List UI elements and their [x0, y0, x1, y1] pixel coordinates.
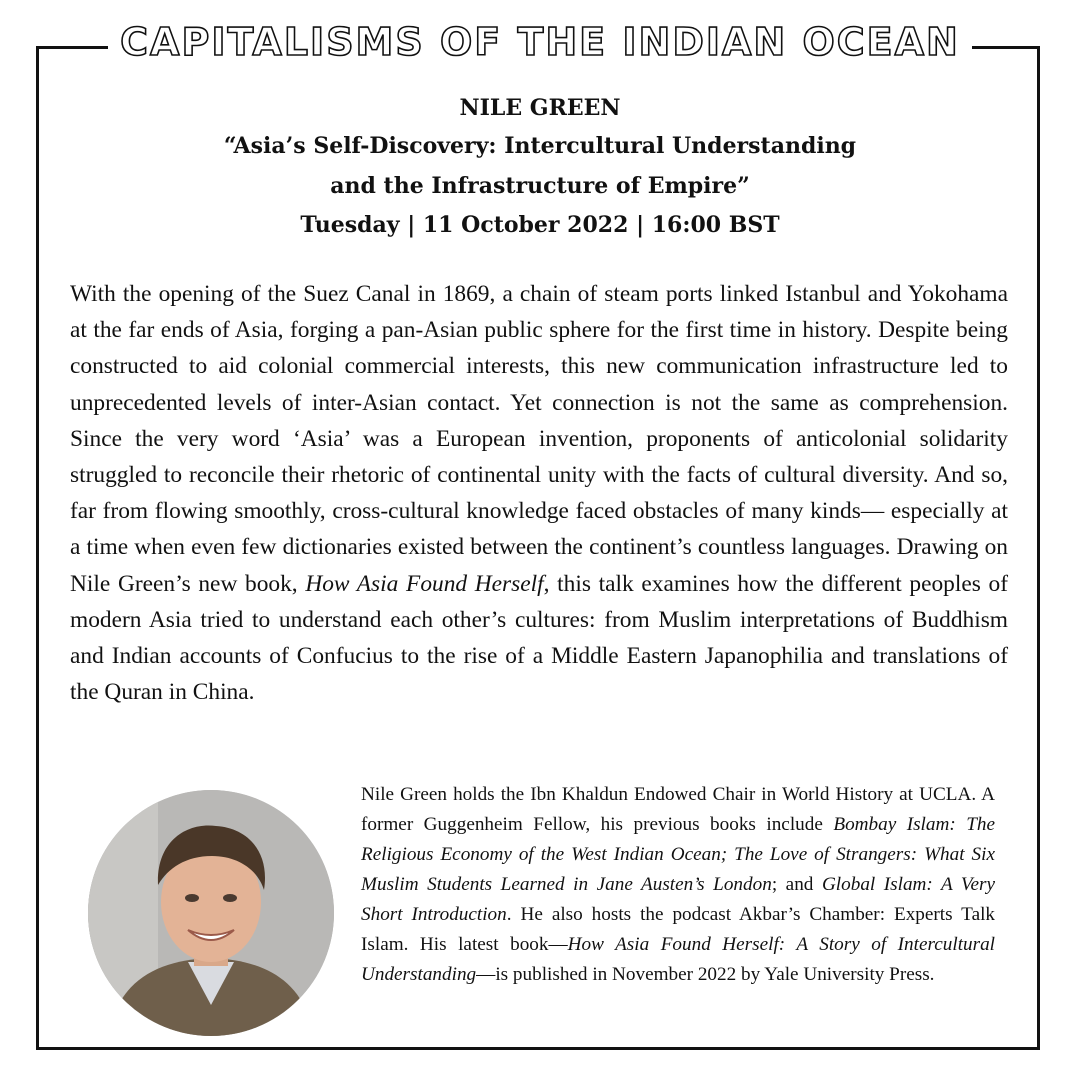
- bio-text-3: . He also hosts the podcast Akbar’s Chamber: Experts Talk Islam. His latest book—: [361, 904, 996, 955]
- bio-book-3: Global Islam: A Very Short Introduction: [361, 874, 995, 925]
- bio-book-4: How Asia Found Herself: A Story of Intercultural Understanding: [361, 934, 996, 985]
- talk-title-line2: and the Infrastructure of Empire”: [330, 173, 750, 199]
- bio-book-1: Bombay Islam: The Religious Economy of the West Indian Ocean; The Love of Strangers: What Six Muslim Students Learned in Jane Austen’s London: [361, 814, 995, 895]
- bio-text-1: Nile Green holds the Ibn Khaldun Endowed Chair in World History at UCLA. A former Guggenheim Fellow, his previous books include: [361, 784, 995, 835]
- talk-abstract: [70, 276, 1008, 710]
- speaker-name: NILE GREEN: [459, 95, 621, 121]
- talk-title-line1: “Asia’s Self-Discovery: Intercultural Understanding: [223, 133, 857, 159]
- abstract-text-1: With the opening of the Suez Canal in 1869, a chain of steam ports linked Istanbul and Yokohama at the far ends of Asia, forging a pan-Asian public sphere for the first time in history. Despite being constructed to aid colonial commercial interests, this new communication infrastructure led to unprecedented levels of inter-Asian contact. Yet connection is not the same as comprehension. Since the very word ‘Asia’ was a European invention, proponents of anticolonial solidarity struggled to reconcile their rhetoric of continental unity with the facts of cultural diversity. And so, far from flowing smoothly, cross-cultural knowledge faced obstacles of many kinds— especially at a time when even few dictionaries existed between the continent’s countless languages. Drawing on Nile Green’s new book,: [70, 281, 1008, 597]
- bio-text-4: —is published in November 2022 by Yale University Press.: [476, 964, 935, 985]
- speaker-photo: [88, 790, 334, 1036]
- speaker-bio: [361, 780, 995, 990]
- series-title-text: CAPITALISMS OF THE INDIAN OCEAN: [108, 18, 972, 66]
- talk-title: [0, 126, 1080, 206]
- abstract-text-2: , this talk examines how the different peoples of modern Asia tried to understand each other’s cultures: from Muslim interpretations of Buddhism and Indian accounts of Confucius to the rise of a Middle Eastern Japanophilia and translations of the Quran in China.: [70, 570, 1008, 706]
- abstract-book-title: How Asia Found Herself: [305, 570, 544, 597]
- series-title: [0, 18, 1080, 66]
- event-datetime: Tuesday | 11 October 2022 | 16:00 BST: [300, 212, 780, 238]
- portrait-icon: [88, 790, 334, 1036]
- bio-text-2: ; and: [771, 874, 822, 895]
